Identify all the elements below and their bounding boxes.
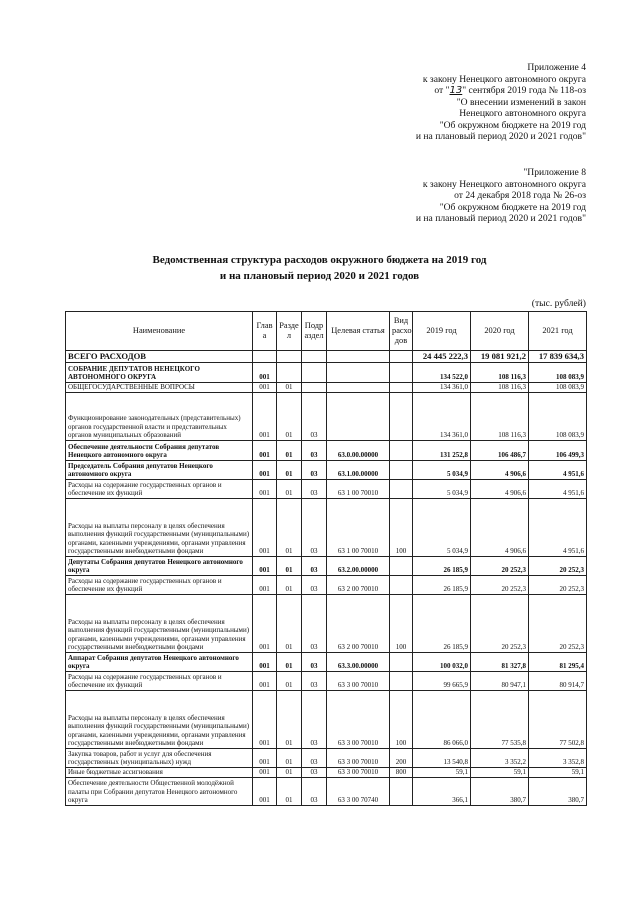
row-vid-cell	[390, 383, 413, 393]
table-row	[66, 363, 587, 383]
row-vid-cell	[390, 461, 413, 480]
row-razdel-cell: 01	[277, 595, 302, 653]
title-line-1: Ведомственная структура расходов окружного бюджета на 2019 год	[152, 254, 487, 266]
table-header-row	[66, 312, 587, 351]
row-name-cell: Депутаты Собрания депутатов Ненецкого автономного округа	[66, 557, 253, 576]
header-line: "Приложение 8	[523, 167, 586, 178]
row-vid-cell: 100	[390, 595, 413, 653]
row-glava-cell	[253, 351, 277, 363]
row-target-cell	[327, 363, 390, 383]
row-name-cell: Обеспечение деятельности Собрания депутатов Ненецкого автономного округа	[66, 441, 253, 461]
header-date-prefix: от "	[434, 85, 450, 96]
row-vid-cell: 100	[390, 499, 413, 557]
title-line-2: и на плановый период 2020 и 2021 годов	[219, 270, 420, 282]
row-2021-cell: 108 083,9	[529, 393, 587, 441]
row-glava-cell: 001	[253, 393, 277, 441]
row-vid-cell	[390, 351, 413, 363]
row-glava-cell: 001	[253, 383, 277, 393]
row-glava-cell: 001	[253, 672, 277, 691]
row-glava-cell: 001	[253, 778, 277, 806]
row-target-cell: 63 3 00 70010	[327, 768, 390, 778]
row-podrazdel-cell: 03	[302, 778, 327, 806]
row-razdel-cell: 01	[277, 749, 302, 768]
appendix-header-top	[416, 62, 586, 143]
row-2021-cell: 4 951,6	[529, 461, 587, 480]
col-header-target: Целевая статья	[327, 312, 390, 351]
row-2020-cell: 108 116,3	[471, 393, 529, 441]
col-header-glava: Глав а	[253, 312, 277, 351]
row-razdel-cell: 01	[277, 653, 302, 672]
row-target-cell: 63 1 00 70010	[327, 480, 390, 499]
table-row	[66, 749, 587, 768]
row-glava-cell: 001	[253, 595, 277, 653]
row-target-cell: 63.0.00.00000	[327, 441, 390, 461]
row-target-cell: 63.1.00.00000	[327, 461, 390, 480]
row-name-cell: Расходы на содержание государственных органов и обеспечение их функций	[66, 480, 253, 499]
row-2020-cell: 19 081 921,2	[471, 351, 529, 363]
row-podrazdel-cell	[302, 363, 327, 383]
row-2020-cell: 20 252,3	[471, 557, 529, 576]
row-razdel-cell: 01	[277, 672, 302, 691]
row-name-cell: Расходы на выплаты персоналу в целях обеспечения выполнения функций государственными (муниципальными) органами, казенными учреждениями, органами управления государственными внебюджетными фондами	[66, 499, 253, 557]
row-2021-cell: 380,7	[529, 778, 587, 806]
row-2019-cell: 13 540,8	[413, 749, 471, 768]
row-2019-cell: 24 445 222,3	[413, 351, 471, 363]
row-podrazdel-cell	[302, 383, 327, 393]
header-line: Приложение 4	[527, 62, 586, 73]
row-2020-cell: 380,7	[471, 778, 529, 806]
row-name-cell: СОБРАНИЕ ДЕПУТАТОВ НЕНЕЦКОГО АВТОНОМНОГО ОКРУГА	[66, 363, 253, 383]
row-podrazdel-cell: 03	[302, 691, 327, 749]
row-2021-cell: 106 499,3	[529, 441, 587, 461]
row-2019-cell: 131 252,8	[413, 441, 471, 461]
row-podrazdel-cell: 03	[302, 749, 327, 768]
row-2021-cell: 4 951,6	[529, 499, 587, 557]
row-name-cell: Расходы на содержание государственных органов и обеспечение их функций	[66, 576, 253, 595]
row-2021-cell: 80 914,7	[529, 672, 587, 691]
row-2021-cell: 81 295,4	[529, 653, 587, 672]
header-line	[416, 85, 586, 97]
header-date-suffix: " сентября 2019 года № 118-оз	[462, 85, 586, 96]
units-label: (тыс. рублей)	[531, 298, 586, 309]
row-2020-cell: 4 906,6	[471, 480, 529, 499]
col-header-podrazdel: Подр аздел	[302, 312, 327, 351]
row-glava-cell: 001	[253, 749, 277, 768]
table-row	[66, 351, 587, 363]
row-2020-cell: 108 116,3	[471, 363, 529, 383]
row-vid-cell	[390, 441, 413, 461]
row-2019-cell: 134 361,0	[413, 383, 471, 393]
row-2021-cell: 59,1	[529, 768, 587, 778]
row-name-cell: Расходы на выплаты персоналу в целях обеспечения выполнения функций государственными (муниципальными) органами, казенными учреждениями, органами управления государственными внебюджетными фондами	[66, 691, 253, 749]
row-2019-cell: 5 034,9	[413, 461, 471, 480]
row-2020-cell: 4 906,6	[471, 461, 529, 480]
row-target-cell: 63 3 00 70010	[327, 672, 390, 691]
row-name-cell: Функционирование законодательных (представительных) органов государственной власти и представительных органов муниципальных образований	[66, 393, 253, 441]
row-glava-cell: 001	[253, 363, 277, 383]
header-line: от 24 декабря 2018 года № 26-оз	[454, 190, 586, 201]
row-2021-cell: 20 252,3	[529, 595, 587, 653]
row-2021-cell: 4 951,6	[529, 480, 587, 499]
row-podrazdel-cell: 03	[302, 653, 327, 672]
row-glava-cell: 001	[253, 768, 277, 778]
row-vid-cell	[390, 672, 413, 691]
row-2020-cell: 80 947,1	[471, 672, 529, 691]
table-row	[66, 499, 587, 557]
row-glava-cell: 001	[253, 576, 277, 595]
row-2021-cell: 77 502,8	[529, 691, 587, 749]
row-2021-cell: 108 083,9	[529, 363, 587, 383]
row-razdel-cell: 01	[277, 691, 302, 749]
row-name-cell: Закупка товаров, работ и услуг для обеспечения государственных (муниципальных) нужд	[66, 749, 253, 768]
row-name-cell: Расходы на выплаты персоналу в целях обеспечения выполнения функций государственными (муниципальными) органами, казенными учреждениями, органами управления государственными внебюджетными фондами	[66, 595, 253, 653]
row-razdel-cell: 01	[277, 393, 302, 441]
row-podrazdel-cell: 03	[302, 461, 327, 480]
row-name-cell: ОБЩЕГОСУДАРСТВЕННЫЕ ВОПРОСЫ	[66, 383, 253, 393]
row-vid-cell	[390, 557, 413, 576]
row-2020-cell: 81 327,8	[471, 653, 529, 672]
row-target-cell: 63 2 00 70010	[327, 595, 390, 653]
row-glava-cell: 001	[253, 499, 277, 557]
row-glava-cell: 001	[253, 461, 277, 480]
row-target-cell	[327, 351, 390, 363]
budget-table	[65, 311, 587, 806]
row-vid-cell: 200	[390, 749, 413, 768]
row-podrazdel-cell: 03	[302, 499, 327, 557]
table-row	[66, 778, 587, 806]
row-vid-cell: 800	[390, 768, 413, 778]
row-2019-cell: 134 522,0	[413, 363, 471, 383]
header-line: "О внесении изменений в закон	[456, 96, 586, 108]
col-header-name: Наименование	[66, 312, 253, 351]
row-target-cell: 63.3.00.00000	[327, 653, 390, 672]
row-podrazdel-cell: 03	[302, 480, 327, 499]
row-podrazdel-cell: 03	[302, 576, 327, 595]
row-2019-cell: 59,1	[413, 768, 471, 778]
row-glava-cell: 001	[253, 441, 277, 461]
document-title	[0, 252, 639, 284]
table-row	[66, 480, 587, 499]
row-name-cell: ВСЕГО РАСХОДОВ	[66, 351, 253, 363]
row-vid-cell	[390, 480, 413, 499]
header-line: и на плановый период 2020 и 2021 годов"	[415, 213, 586, 224]
row-2019-cell: 134 361,0	[413, 393, 471, 441]
row-2020-cell: 59,1	[471, 768, 529, 778]
row-2020-cell: 106 486,7	[471, 441, 529, 461]
row-2020-cell: 20 252,3	[471, 595, 529, 653]
row-razdel-cell: 01	[277, 557, 302, 576]
row-razdel-cell	[277, 363, 302, 383]
row-razdel-cell: 01	[277, 768, 302, 778]
row-vid-cell	[390, 363, 413, 383]
row-2019-cell: 366,1	[413, 778, 471, 806]
row-2019-cell: 86 066,0	[413, 691, 471, 749]
row-razdel-cell: 01	[277, 383, 302, 393]
row-podrazdel-cell: 03	[302, 768, 327, 778]
row-2020-cell: 77 535,8	[471, 691, 529, 749]
row-2021-cell: 108 083,9	[529, 383, 587, 393]
row-2019-cell: 26 185,9	[413, 557, 471, 576]
row-glava-cell: 001	[253, 691, 277, 749]
row-2019-cell: 26 185,9	[413, 576, 471, 595]
row-target-cell	[327, 393, 390, 441]
table-row	[66, 393, 587, 441]
row-target-cell: 63 1 00 70010	[327, 499, 390, 557]
table-body	[66, 351, 587, 806]
row-razdel-cell: 01	[277, 778, 302, 806]
row-name-cell: Аппарат Собрания депутатов Ненецкого автономного округа	[66, 653, 253, 672]
row-target-cell: 63 3 00 70740	[327, 778, 390, 806]
row-razdel-cell	[277, 351, 302, 363]
row-2020-cell: 20 252,3	[471, 576, 529, 595]
table-row	[66, 383, 587, 393]
row-2019-cell: 5 034,9	[413, 480, 471, 499]
header-line: "Об окружном бюджете на 2019 год	[439, 119, 586, 131]
header-line: к закону Ненецкого автономного округа	[422, 73, 586, 85]
row-vid-cell	[390, 576, 413, 595]
col-header-2019: 2019 год	[413, 312, 471, 351]
header-line: "Об окружном бюджете на 2019 год	[439, 201, 586, 213]
row-target-cell	[327, 383, 390, 393]
row-podrazdel-cell: 03	[302, 595, 327, 653]
row-podrazdel-cell: 03	[302, 393, 327, 441]
row-2020-cell: 3 352,2	[471, 749, 529, 768]
table-row	[66, 595, 587, 653]
col-header-vid: Вид расхо дов	[390, 312, 413, 351]
row-2021-cell: 3 352,8	[529, 749, 587, 768]
table-row	[66, 557, 587, 576]
row-podrazdel-cell: 03	[302, 672, 327, 691]
appendix-header-second	[416, 167, 586, 225]
row-2021-cell: 20 252,3	[529, 557, 587, 576]
row-2020-cell: 108 116,3	[471, 383, 529, 393]
row-razdel-cell: 01	[277, 480, 302, 499]
table-row	[66, 576, 587, 595]
row-2019-cell: 99 665,9	[413, 672, 471, 691]
table-row	[66, 653, 587, 672]
table-row	[66, 768, 587, 778]
table-row	[66, 441, 587, 461]
table-row	[66, 672, 587, 691]
col-header-2021: 2021 год	[529, 312, 587, 351]
row-razdel-cell: 01	[277, 461, 302, 480]
row-2020-cell: 4 906,6	[471, 499, 529, 557]
row-glava-cell: 001	[253, 557, 277, 576]
row-name-cell: Председатель Собрания депутатов Ненецкого автономного округа	[66, 461, 253, 480]
row-vid-cell: 100	[390, 691, 413, 749]
row-podrazdel-cell: 03	[302, 557, 327, 576]
row-2019-cell: 100 032,0	[413, 653, 471, 672]
row-target-cell: 63 3 00 70010	[327, 749, 390, 768]
row-name-cell: Расходы на содержание государственных органов и обеспечение их функций	[66, 672, 253, 691]
row-glava-cell: 001	[253, 480, 277, 499]
row-podrazdel-cell	[302, 351, 327, 363]
row-target-cell: 63 3 00 70010	[327, 691, 390, 749]
row-target-cell: 63 2 00 70010	[327, 576, 390, 595]
row-2021-cell: 20 252,3	[529, 576, 587, 595]
header-line: Ненецкого автономного округа	[459, 108, 586, 119]
row-vid-cell	[390, 393, 413, 441]
header-line: к закону Ненецкого автономного округа	[422, 178, 586, 190]
row-name-cell: Обеспечение деятельности Общественной молодёжной палаты при Собрании депутатов Ненецкого автономного округа	[66, 778, 253, 806]
row-vid-cell	[390, 653, 413, 672]
row-2019-cell: 5 034,9	[413, 499, 471, 557]
row-vid-cell	[390, 778, 413, 806]
row-target-cell: 63.2.00.00000	[327, 557, 390, 576]
col-header-razdel: Разде л	[277, 312, 302, 351]
handwritten-day: 13	[449, 85, 463, 96]
col-header-2020: 2020 год	[471, 312, 529, 351]
row-podrazdel-cell: 03	[302, 441, 327, 461]
row-2021-cell: 17 839 634,3	[529, 351, 587, 363]
row-razdel-cell: 01	[277, 441, 302, 461]
row-razdel-cell: 01	[277, 499, 302, 557]
row-name-cell: Иные бюджетные ассигнования	[66, 768, 253, 778]
header-line: и на плановый период 2020 и 2021 годов"	[415, 131, 586, 142]
table-row	[66, 691, 587, 749]
row-razdel-cell: 01	[277, 576, 302, 595]
table-row	[66, 461, 587, 480]
row-glava-cell: 001	[253, 653, 277, 672]
row-2019-cell: 26 185,9	[413, 595, 471, 653]
